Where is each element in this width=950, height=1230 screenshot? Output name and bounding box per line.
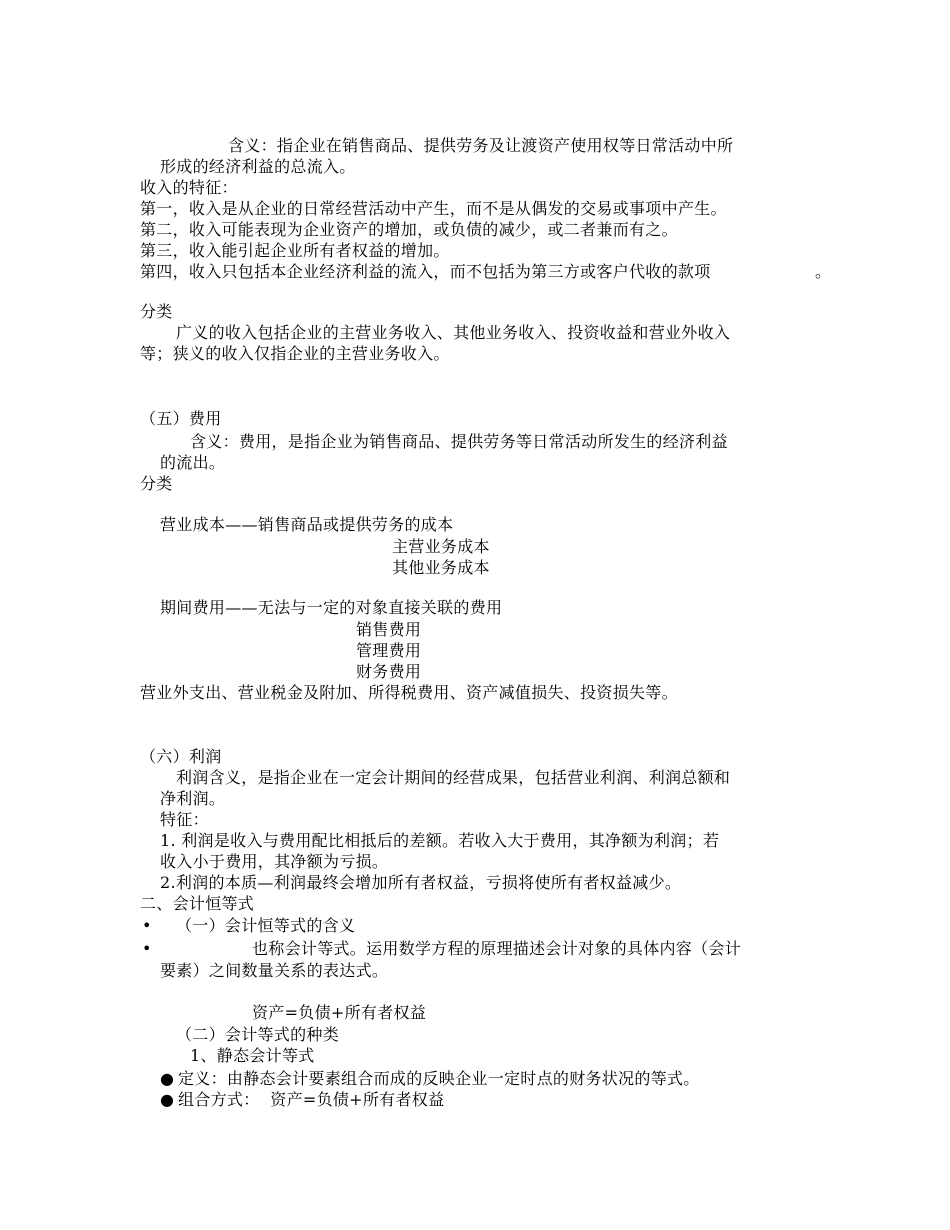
- expense-heading: （五）费用: [140, 409, 222, 428]
- other-expenses: 营业外支出、营业税金及附加、所得税费用、资产减值损失、投资损失等。: [140, 683, 678, 702]
- main-business-cost: 主营业务成本: [392, 537, 490, 556]
- income-class-line2: 等；狭义的收入仅指企业的主营业务收入。: [140, 344, 450, 363]
- equation-desc-line1: 也称会计等式。运用数学方程的原理描述会计对象的具体内容（会计: [252, 939, 742, 958]
- static-equation-definition: 定义：由静态会计要素组合而成的反映企业一定时点的财务状况的等式。: [178, 1069, 700, 1088]
- equation-sub2: （二）会计等式的种类: [176, 1025, 340, 1044]
- income-feature-3: 第三，收入能引起企业所有者权益的增加。: [140, 241, 450, 260]
- equation-desc-line2: 要素）之间数量关系的表达式。: [160, 961, 389, 980]
- admin-expense: 管理费用: [356, 641, 422, 660]
- profit-feature-2: 2.利润的本质—利润最终会增加所有者权益，亏损将使所有者权益减少。: [160, 873, 682, 892]
- selling-expense: 销售费用: [356, 620, 422, 639]
- profit-definition-line2: 净利润。: [160, 789, 226, 808]
- profit-heading: （六）利润: [140, 747, 222, 766]
- profit-feature-1b: 收入小于费用，其净额为亏损。: [160, 852, 389, 871]
- other-business-cost: 其他业务成本: [392, 558, 490, 577]
- income-class-title: 分类: [140, 302, 173, 321]
- expense-class-title: 分类: [140, 474, 173, 493]
- bullet-1: •: [142, 916, 152, 935]
- dot-bullet-2: ●: [160, 1090, 175, 1109]
- profit-definition-line1: 利润含义，是指企业在一定会计期间的经营成果，包括营业利润、利润总额和: [176, 768, 731, 787]
- profit-feature-1a: 1. 利润是收入与费用配比相抵后的差额。若收入大于费用，其净额为利润；若: [160, 831, 720, 850]
- expense-definition-line2: 的流出。: [160, 453, 226, 472]
- profit-features-title: 特征：: [160, 810, 209, 829]
- equation-formula: 资产=负债+所有者权益: [252, 1003, 427, 1022]
- static-equation-title: 1、静态会计等式: [190, 1046, 315, 1065]
- income-definition-line2: 形成的经济利益的总流入。: [160, 157, 356, 176]
- equation-heading: 二、会计恒等式: [140, 894, 255, 913]
- operating-cost: 营业成本——销售商品或提供劳务的成本: [160, 515, 454, 534]
- expense-definition-line1: 含义：费用，是指企业为销售商品、提供劳务等日常活动所发生的经济利益: [190, 432, 728, 451]
- income-feature-1: 第一，收入是从企业的日常经营活动中产生，而不是从偶发的交易或事项中产生。: [140, 199, 727, 218]
- income-class-line1: 广义的收入包括企业的主营业务收入、其他业务收入、投资收益和营业外收入: [176, 323, 731, 342]
- dot-bullet-1: ●: [160, 1069, 175, 1088]
- period-cost: 期间费用——无法与一定的对象直接关联的费用: [160, 598, 503, 617]
- income-definition-line1: 含义：指企业在销售商品、提供劳务及让渡资产使用权等日常活动中所: [228, 136, 734, 155]
- bullet-2: •: [142, 939, 152, 958]
- income-feature-4: 第四，收入只包括本企业经济利益的流入，而不包括为第三方或客户代收的款项: [140, 262, 711, 281]
- income-features-title: 收入的特征：: [140, 178, 238, 197]
- income-feature-2: 第二，收入可能表现为企业资产的增加，或负债的减少，或二者兼而有之。: [140, 220, 678, 239]
- equation-sub1: （一）会计恒等式的含义: [176, 916, 356, 935]
- finance-expense: 财务费用: [356, 662, 422, 681]
- static-equation-combination: 组合方式： 资产=负债+所有者权益: [178, 1090, 445, 1109]
- income-feature-4-end: 。: [815, 262, 832, 281]
